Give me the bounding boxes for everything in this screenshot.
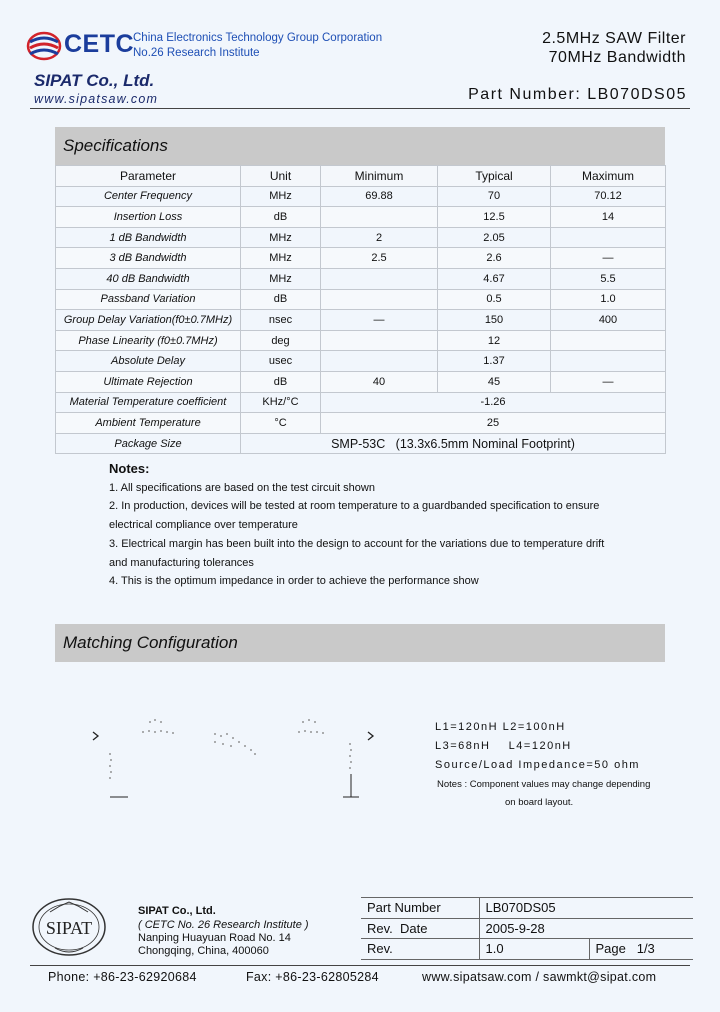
col-header-maximum: Maximum — [551, 166, 666, 187]
rev-label: Rev. — [361, 939, 479, 960]
product-title-line1: 2.5MHz SAW Filter — [542, 30, 686, 47]
footer-divider — [30, 965, 690, 966]
col-header-typical: Typical — [438, 166, 551, 187]
unit-cell: dB — [241, 289, 321, 310]
sipat-logo-text: SIPAT — [45, 918, 93, 938]
contact-fax: Fax: +86-23-62805284 — [246, 970, 379, 984]
param-cell: Absolute Delay — [56, 351, 241, 372]
table-row — [56, 207, 666, 228]
header-divider — [30, 108, 690, 109]
footer-company-name: SIPAT Co., Ltd. — [138, 905, 216, 917]
max-cell — [551, 227, 666, 248]
param-cell: Insertion Loss — [56, 207, 241, 228]
min-cell: 2 — [321, 227, 438, 248]
page-cell — [589, 939, 693, 960]
specifications-heading: Specifications — [55, 127, 665, 165]
unit-cell: KHz/°C — [241, 392, 321, 413]
rev-date-value: 2005-9-28 — [479, 918, 693, 939]
table-row — [56, 227, 666, 248]
page-value: 1/3 — [636, 941, 655, 957]
max-cell: 1.0 — [551, 289, 666, 310]
table-row — [56, 186, 666, 207]
part-number-value: LB070DS05 — [479, 898, 693, 919]
group-name-line1: China Electronics Technology Group Corporation — [133, 32, 383, 44]
table-row — [56, 392, 666, 413]
typ-cell: 0.5 — [438, 289, 551, 310]
unit-cell: MHz — [241, 186, 321, 207]
unit-cell: dB — [241, 207, 321, 228]
param-cell: Passband Variation — [56, 289, 241, 310]
param-cell: Package Size — [56, 433, 241, 454]
table-row — [56, 248, 666, 269]
matching-note-line2: on board layout. — [505, 797, 574, 808]
specifications-table — [55, 165, 666, 454]
product-title-line2: 70MHz Bandwidth — [548, 49, 686, 66]
param-cell: 1 dB Bandwidth — [56, 227, 241, 248]
part-number-heading: Part Number: LB070DS05 — [468, 86, 687, 103]
param-cell: Phase Linearity (f0±0.7MHz) — [56, 330, 241, 351]
min-cell: — — [321, 310, 438, 331]
unit-cell: MHz — [241, 248, 321, 269]
typ-cell: 1.37 — [438, 351, 551, 372]
max-cell: 14 — [551, 207, 666, 228]
unit-cell: deg — [241, 330, 321, 351]
typ-cell: 2.6 — [438, 248, 551, 269]
max-cell: 400 — [551, 310, 666, 331]
unit-cell: °C — [241, 413, 321, 434]
note-line: 3. Electrical margin has been built into the design to account for the variations due to temperature drift — [109, 538, 605, 550]
cetc-logo-icon — [26, 28, 62, 64]
sipat-logo-icon — [30, 896, 108, 958]
unit-cell: nsec — [241, 310, 321, 331]
param-cell: Material Temperature coefficient — [56, 392, 241, 413]
typ-cell: 4.67 — [438, 268, 551, 289]
min-cell: 2.5 — [321, 248, 438, 269]
typ-cell: 12 — [438, 330, 551, 351]
value-cell: 25 — [321, 413, 666, 434]
min-cell: 40 — [321, 371, 438, 392]
param-cell: Ultimate Rejection — [56, 371, 241, 392]
max-cell — [551, 351, 666, 372]
note-line: 4. This is the optimum impedance in order to achieve the performance show — [109, 575, 479, 587]
min-cell — [321, 207, 438, 228]
note-line: electrical compliance over temperature — [109, 519, 298, 531]
table-row — [56, 351, 666, 372]
min-cell: 69.88 — [321, 186, 438, 207]
min-cell — [321, 268, 438, 289]
unit-cell: usec — [241, 351, 321, 372]
group-name-line2: No.26 Research Institute — [133, 47, 260, 59]
param-cell: Center Frequency — [56, 186, 241, 207]
note-line: 1. All specifications are based on the test circuit shown — [109, 482, 375, 494]
component-values-line1: L1=120nH L2=100nH — [435, 721, 566, 733]
param-cell: 40 dB Bandwidth — [56, 268, 241, 289]
revision-table — [361, 897, 693, 960]
max-cell: — — [551, 248, 666, 269]
cetc-logo-text: CETC — [64, 30, 135, 58]
footer-address-line1: Nanping Huayuan Road No. 14 — [138, 932, 291, 944]
unit-cell: MHz — [241, 227, 321, 248]
max-cell: 70.12 — [551, 186, 666, 207]
table-row — [361, 898, 693, 919]
table-row — [56, 330, 666, 351]
param-cell: Group Delay Variation(f0±0.7MHz) — [56, 310, 241, 331]
package-value-cell: SMP-53C (13.3x6.5mm Nominal Footprint) — [241, 433, 666, 454]
value-cell: -1.26 — [321, 392, 666, 413]
max-cell — [551, 330, 666, 351]
max-cell: 5.5 — [551, 268, 666, 289]
table-row — [56, 268, 666, 289]
notes-heading: Notes: — [109, 461, 150, 476]
matching-heading: Matching Configuration — [55, 624, 665, 662]
typ-cell: 12.5 — [438, 207, 551, 228]
table-row — [361, 939, 693, 960]
footer-address-line2: Chongqing, China, 400060 — [138, 945, 269, 957]
impedance-line: Source/Load Impedance=50 ohm — [435, 759, 640, 771]
param-cell: Ambient Temperature — [56, 413, 241, 434]
col-header-parameter: Parameter — [56, 166, 241, 187]
company-name: SIPAT Co., Ltd. — [34, 71, 155, 90]
typ-cell: 2.05 — [438, 227, 551, 248]
col-header-minimum: Minimum — [321, 166, 438, 187]
table-row — [56, 289, 666, 310]
table-row — [56, 413, 666, 434]
rev-date-label: Rev. Date — [361, 918, 479, 939]
company-website[interactable]: www.sipatsaw.com — [34, 92, 159, 106]
part-number-label: Part Number — [361, 898, 479, 919]
rev-value: 1.0 — [479, 939, 589, 960]
component-values-line2: L3=68nH L4=120nH — [435, 740, 572, 752]
spec-header-row — [56, 166, 666, 187]
contact-web-email[interactable]: www.sipatsaw.com / sawmkt@sipat.com — [422, 970, 657, 984]
unit-cell: dB — [241, 371, 321, 392]
footer-institute: ( CETC No. 26 Research Institute ) — [138, 919, 309, 931]
page-label: Page — [595, 941, 626, 957]
typ-cell: 150 — [438, 310, 551, 331]
min-cell — [321, 289, 438, 310]
contact-phone: Phone: +86-23-62920684 — [48, 970, 197, 984]
max-cell: — — [551, 371, 666, 392]
min-cell — [321, 330, 438, 351]
typ-cell: 45 — [438, 371, 551, 392]
table-row — [56, 371, 666, 392]
matching-circuit-diagram — [55, 662, 435, 812]
note-line: and manufacturing tolerances — [109, 557, 254, 569]
param-cell: 3 dB Bandwidth — [56, 248, 241, 269]
min-cell — [321, 351, 438, 372]
note-line: 2. In production, devices will be tested at room temperature to a guardbanded specification to ensure — [109, 500, 600, 512]
unit-cell: MHz — [241, 268, 321, 289]
matching-note-line1: Notes : Component values may change depending — [437, 779, 651, 790]
col-header-unit: Unit — [241, 166, 321, 187]
table-row — [56, 433, 666, 454]
table-row — [56, 310, 666, 331]
table-row — [361, 918, 693, 939]
typ-cell: 70 — [438, 186, 551, 207]
